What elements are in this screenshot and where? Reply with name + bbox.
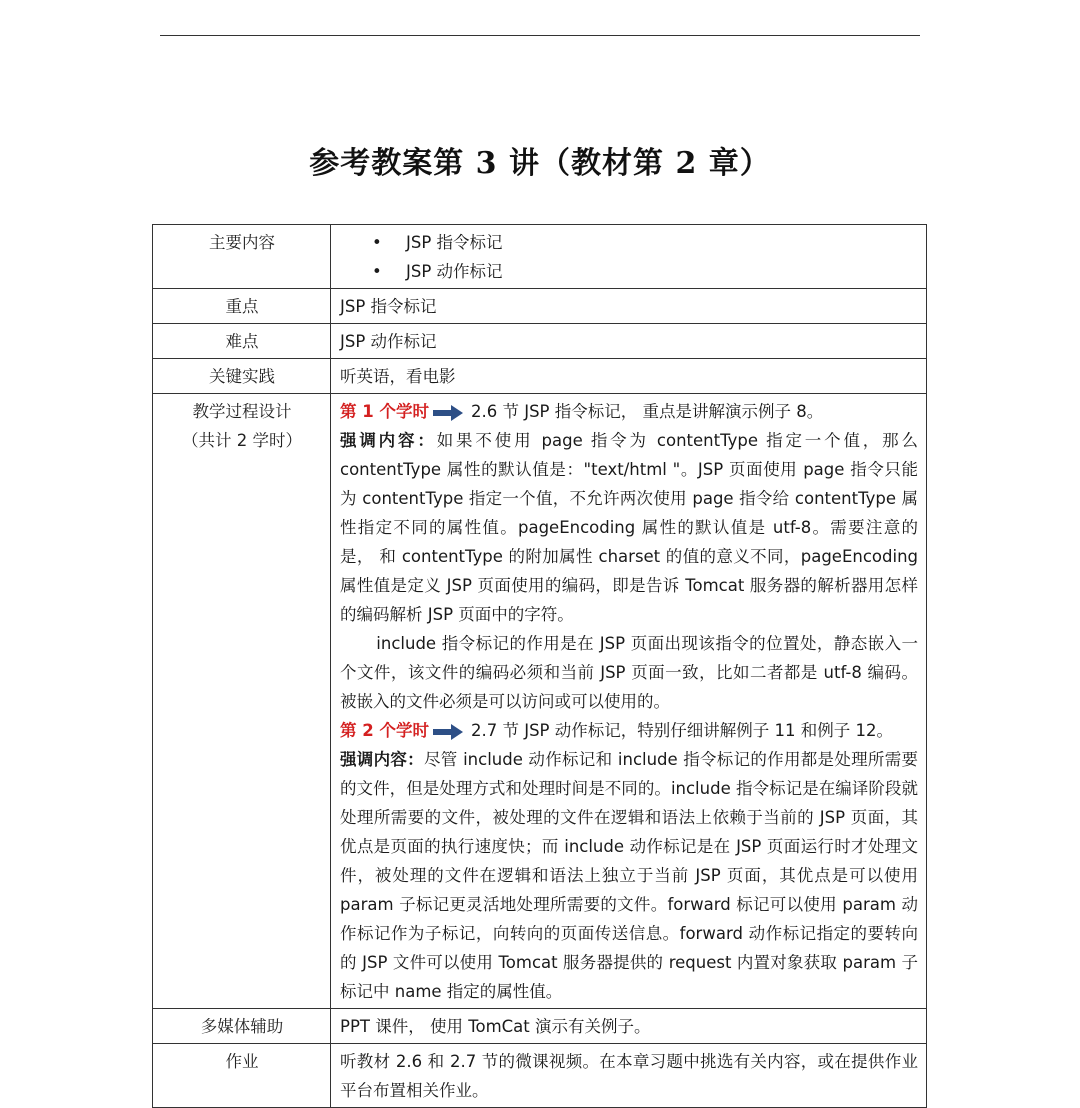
hour2-line <box>340 716 918 745</box>
arrow-right-icon <box>433 405 463 421</box>
emphasis-label: 强调内容： <box>340 750 424 769</box>
label-key-point: 重点 <box>153 289 331 324</box>
cell-main-content <box>331 225 927 289</box>
label-practice: 关键实践 <box>153 359 331 394</box>
main-content-list <box>340 228 918 286</box>
row-difficulty <box>153 324 927 359</box>
value-multimedia: PPT 课件， 使用 TomCat 演示有关例子。 <box>331 1009 927 1044</box>
top-rule <box>160 35 920 36</box>
label-difficulty: 难点 <box>153 324 331 359</box>
page-title: 参考教案第 3 讲（教材第 2 章） <box>309 146 771 181</box>
list-item: • JSP 动作标记 <box>372 257 918 286</box>
row-process <box>153 394 927 1009</box>
label-process-hours: （共计 2 学时） <box>182 431 302 450</box>
hour1-include: include 指令标记的作用是在 JSP 页面出现该指令的位置处，静态嵌入一个文件，该文件的编码必须和当前 JSP 页面一致，比如二者都是 utf-8 编码。被嵌入的文件必须是可以访问或可以使用的。 <box>340 634 918 711</box>
value-homework: 听教材 2.6 和 2.7 节的微课视频。在本章习题中挑选有关内容，或在提供作业平台布置相关作业。 <box>331 1044 927 1108</box>
label-multimedia: 多媒体辅助 <box>153 1009 331 1044</box>
hour2-text: 2.7 节 JSP 动作标记，特别仔细讲解例子 11 和例子 12。 <box>470 721 893 740</box>
arrow-right-icon <box>433 724 463 740</box>
cell-process <box>331 394 927 1009</box>
label-homework: 作业 <box>153 1044 331 1108</box>
value-practice: 听英语，看电影 <box>331 359 927 394</box>
emphasis-label: 强调内容： <box>340 431 437 450</box>
hour1-emphasis-text: 如果不使用 page 指令为 contentType 指定一个值，那么 contentType 属性的默认值是："text/html "。JSP 页面使用 page 指令只能为 contentType 指定一个值，不允许两次使用 page 指令给 contentType 属性指定不同的属性值。pageEncoding 属性的默认值是 utf-8。需要注意的是， 和 contentType 的附加属性 charset 的值的意义不同，pageEncoding 属性值是定义 JSP 页面使用的编码，即是告诉 Tomcat 服务器的解析器用怎样的编码解析 JSP 页面中的字符。 <box>340 431 918 624</box>
label-main-content: 主要内容 <box>153 225 331 289</box>
value-difficulty: JSP 动作标记 <box>331 324 927 359</box>
row-homework <box>153 1044 927 1108</box>
hour2-title: 第 2 个学时 <box>340 721 429 740</box>
value-key-point: JSP 指令标记 <box>331 289 927 324</box>
hour1-title: 第 1 个学时 <box>340 402 429 421</box>
hour1-line <box>340 397 918 426</box>
row-key-point <box>153 289 927 324</box>
hour1-text: 2.6 节 JSP 指令标记， 重点是讲解演示例子 8。 <box>470 402 824 421</box>
label-process-title: 教学过程设计 <box>192 402 292 421</box>
lesson-plan-table <box>152 224 927 1108</box>
hour1-emphasis <box>340 426 918 629</box>
hour2-emphasis-text: 尽管 include 动作标记和 include 指令标记的作用都是处理所需要的文件，但是处理方式和处理时间是不同的。include 指令标记是在编译阶段就处理所需要的文件，被处理的文件在逻辑和语法上依赖于当前的 JSP 页面，其优点是页面的执行速度快；而 include 动作标记是在 JSP 页面运行时才处理文件，被处理的文件在逻辑和语法上独立于当前 JSP 页面，其优点是可以使用 param 子标记更灵活地处理所需要的文件。forward 标记可以使用 param 动作标记作为子标记，向转向的页面传送信息。forward 动作标记指定的要转向的 JSP 文件可以使用 Tomcat 服务器提供的 request 内置对象获取 param 子标记中 name 指定的属性值。 <box>340 750 919 1001</box>
row-multimedia <box>153 1009 927 1044</box>
hour2-emphasis <box>340 745 918 1006</box>
row-practice <box>153 359 927 394</box>
row-main-content <box>153 225 927 289</box>
label-process <box>153 394 331 1009</box>
list-item: • JSP 指令标记 <box>372 228 918 257</box>
